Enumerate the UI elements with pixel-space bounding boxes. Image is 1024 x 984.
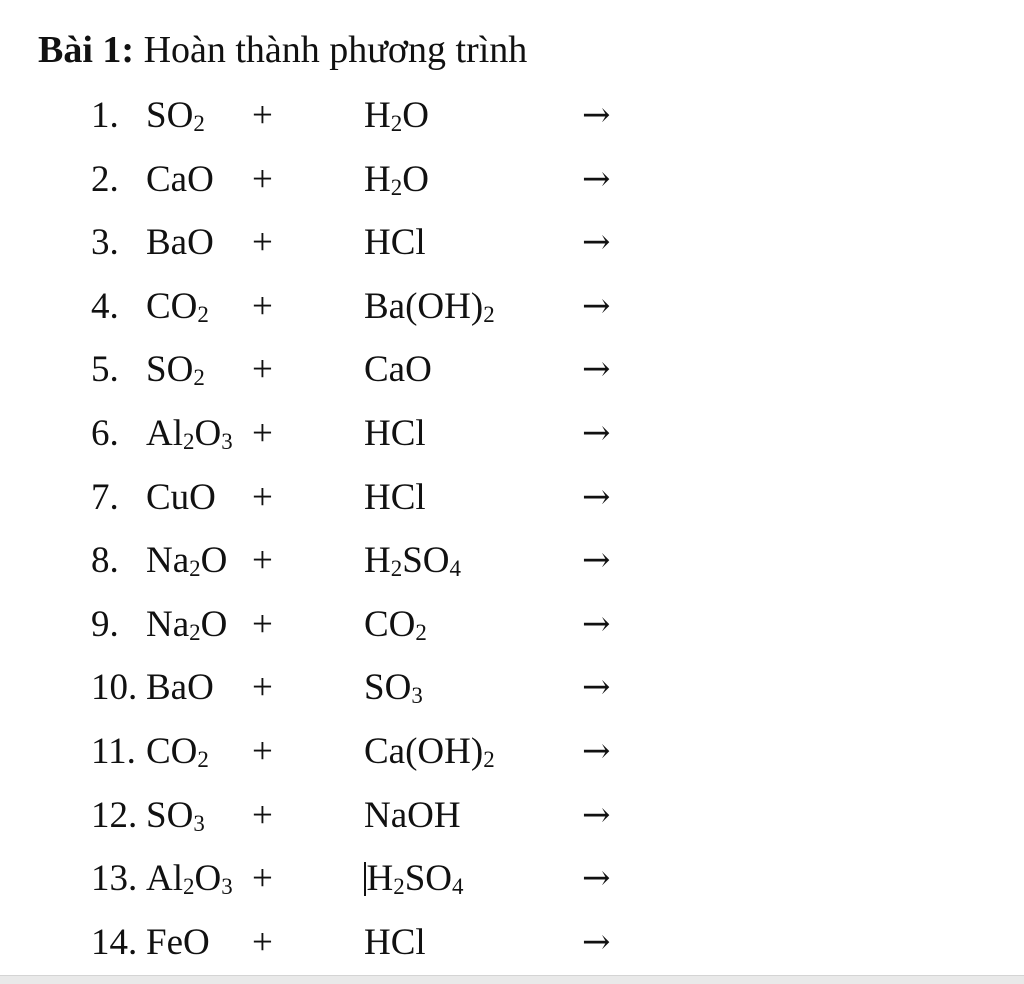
equation-row bbox=[0, 211, 1024, 275]
reaction-arrow-icon: → bbox=[582, 794, 611, 835]
plus-sign: + bbox=[252, 540, 273, 582]
reactant-first: $CO_2$ bbox=[146, 730, 209, 773]
reactant-second: $Ca(OH)_2$ bbox=[364, 730, 495, 773]
exercise-heading bbox=[38, 28, 527, 72]
plus-sign: + bbox=[252, 858, 273, 900]
reactant-second: $CO_2$ bbox=[364, 603, 427, 645]
reactant-first: BaO bbox=[146, 222, 214, 264]
plus-sign: + bbox=[252, 95, 273, 136]
reactant-first: CuO bbox=[146, 476, 216, 518]
equation-row bbox=[0, 529, 1024, 593]
plus-sign: + bbox=[252, 730, 273, 772]
reaction-arrow-icon: → bbox=[582, 412, 611, 453]
reaction-arrow-icon: → bbox=[582, 667, 611, 708]
equation-number: 11. bbox=[91, 730, 136, 772]
reaction-arrow-icon: → bbox=[582, 285, 611, 326]
reactant-second: $H_2O$ bbox=[364, 95, 429, 137]
reaction-arrow-icon: → bbox=[582, 603, 611, 644]
reaction-arrow-icon: → bbox=[582, 921, 611, 962]
equation-number: 8. bbox=[91, 540, 119, 582]
plus-sign: + bbox=[252, 412, 273, 454]
reaction-arrow-icon: → bbox=[582, 95, 611, 135]
equation-number: 7. bbox=[91, 476, 119, 518]
equation-row bbox=[0, 911, 1024, 975]
reaction-arrow-icon: → bbox=[582, 158, 611, 199]
equation-row bbox=[0, 593, 1024, 657]
reaction-arrow-icon: → bbox=[582, 730, 611, 771]
plus-sign: + bbox=[252, 667, 273, 709]
reactant-second: CaO bbox=[364, 349, 432, 391]
plus-sign: + bbox=[252, 285, 273, 327]
reactant-first: CaO bbox=[146, 158, 214, 200]
reactant-second: HCl bbox=[364, 476, 426, 518]
equation-list bbox=[0, 84, 1024, 974]
equation-number: 9. bbox=[91, 603, 119, 645]
reaction-arrow-icon: → bbox=[582, 858, 611, 899]
equation-number: 1. bbox=[91, 95, 119, 136]
equation-row bbox=[0, 84, 1024, 148]
exercise-instruction: Hoàn thành phương trình bbox=[143, 29, 528, 71]
equation-row bbox=[0, 656, 1024, 720]
reactant-first: $CO_2$ bbox=[146, 285, 209, 327]
reactant-second: $H_2O$ bbox=[364, 158, 429, 200]
plus-sign: + bbox=[252, 921, 273, 963]
equation-row bbox=[0, 275, 1024, 339]
equation-number: 12. bbox=[91, 794, 138, 836]
reactant-first: BaO bbox=[146, 667, 214, 709]
equation-row bbox=[0, 338, 1024, 402]
reactant-first: $Al_2O_3$ bbox=[146, 412, 233, 455]
plus-sign: + bbox=[252, 222, 273, 264]
equation-row bbox=[0, 847, 1024, 911]
reactant-first: FeO bbox=[146, 921, 210, 963]
equation-number: 3. bbox=[91, 222, 119, 264]
reactant-second: $H_2SO_4$ bbox=[364, 540, 461, 582]
equation-row bbox=[0, 148, 1024, 212]
plus-sign: + bbox=[252, 794, 273, 836]
equation-number: 6. bbox=[91, 412, 119, 454]
equation-row bbox=[0, 466, 1024, 530]
plus-sign: + bbox=[252, 603, 273, 645]
reactant-second: HCl bbox=[364, 921, 426, 963]
reactant-second: $SO_3$ bbox=[364, 667, 423, 709]
plus-sign: + bbox=[252, 349, 273, 391]
exercise-label: Bài 1: bbox=[38, 29, 135, 71]
reaction-arrow-icon: → bbox=[582, 222, 611, 263]
reactant-second: HCl bbox=[364, 412, 426, 454]
plus-sign: + bbox=[252, 158, 273, 200]
equation-number: 5. bbox=[91, 349, 119, 391]
equation-row bbox=[0, 402, 1024, 466]
reactant-second: HCl bbox=[364, 222, 426, 264]
equation-number: 2. bbox=[91, 158, 119, 200]
plus-sign: + bbox=[252, 476, 273, 518]
equation-number: 4. bbox=[91, 285, 119, 327]
equation-row bbox=[0, 784, 1024, 848]
reaction-arrow-icon: → bbox=[582, 349, 611, 390]
equation-number: 14. bbox=[91, 921, 138, 963]
equation-row bbox=[0, 720, 1024, 784]
reaction-arrow-icon: → bbox=[582, 540, 611, 581]
reactant-first: $Na_2O$ bbox=[146, 603, 228, 645]
reactant-first: $SO_2$ bbox=[146, 349, 205, 391]
reactant-first: $Na_2O$ bbox=[146, 540, 228, 582]
reactant-first: $SO_2$ bbox=[146, 95, 205, 137]
reactant-second: $H_2SO_4$ bbox=[364, 847, 463, 911]
reactant-second: NaOH bbox=[364, 794, 461, 836]
reactant-first: $Al_2O_3$ bbox=[146, 858, 233, 900]
text-cursor bbox=[364, 862, 366, 896]
equation-number: 10. bbox=[91, 667, 138, 709]
reaction-arrow-icon: → bbox=[582, 476, 611, 517]
equation-number: 13. bbox=[91, 858, 138, 900]
reactant-first: $SO_3$ bbox=[146, 794, 205, 836]
reactant-second: $Ba(OH)_2$ bbox=[364, 285, 495, 327]
